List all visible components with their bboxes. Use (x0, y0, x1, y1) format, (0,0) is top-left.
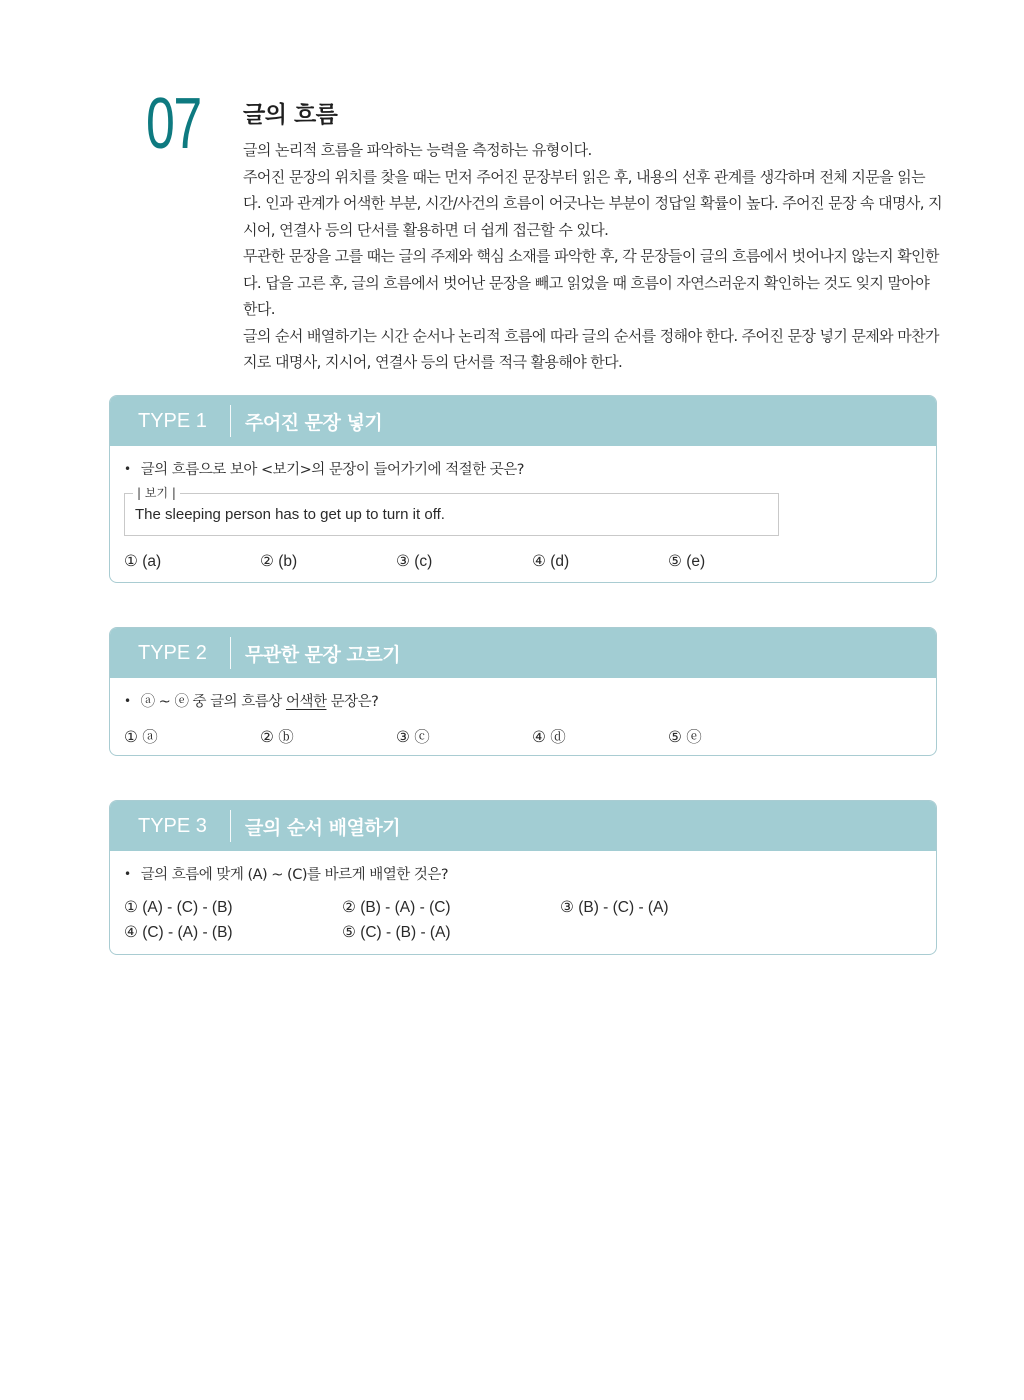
type1-question (124, 458, 922, 479)
type2-question-post: 문장은? (326, 694, 379, 710)
type3-choice-2[interactable]: ② (B) - (A) - (C) (342, 899, 451, 916)
type2-choice-2[interactable]: ② ⓑ (260, 729, 294, 746)
intro-block (243, 96, 943, 376)
bullet-icon: • (124, 461, 131, 476)
type2-choice-5[interactable]: ⑤ ⓔ (668, 729, 702, 746)
type3-header (110, 801, 936, 851)
type3-choice-5[interactable]: ⑤ (C) - (B) - (A) (342, 924, 451, 941)
intro-paragraph-2: 주어진 문장의 위치를 찾을 때는 먼저 주어진 문장부터 읽은 후, 내용의 선후 관계를 생각하며 전체 지문을 읽는다. 인과 관계가 어색한 부분, 시간/사건의 흐름이 어긋나는 부분이 정답일 확률이 높다. 주어진 문장 속 대명사, 지시어, 연결사 등의 단서를 활용하면 더 쉽게 접근할 수 있다. (243, 167, 942, 239)
type2-title: 무관한 문장 고르기 (245, 643, 401, 666)
type1-title: 주어진 문장 넣기 (245, 411, 383, 434)
type1-question-text: 글의 흐름으로 보아 <보기>의 문장이 들어가기에 적절한 곳은? (140, 462, 525, 478)
type1-divider (230, 405, 231, 437)
bogi-label: | 보기 | (133, 485, 180, 501)
type2-label: TYPE 2 (138, 641, 207, 664)
bogi-box (124, 486, 779, 536)
type1-choice-5[interactable]: ⑤ (e) (668, 553, 706, 570)
type3-label: TYPE 3 (138, 814, 207, 837)
intro-paragraph-1: 글의 논리적 흐름을 파악하는 능력을 측정하는 유형이다. (243, 141, 592, 159)
type1-body (110, 446, 936, 583)
type2-choices (124, 725, 922, 747)
type3-body (110, 851, 936, 954)
type2-body (110, 678, 936, 756)
type3-choice-3[interactable]: ③ (B) - (C) - (A) (560, 899, 669, 916)
type2-choice-3[interactable]: ③ ⓒ (396, 729, 430, 746)
type2-divider (230, 637, 231, 669)
bullet-icon: • (124, 693, 131, 708)
type2-choice-1[interactable]: ① ⓐ (124, 729, 158, 746)
type3-choice-4[interactable]: ④ (C) - (A) - (B) (124, 924, 233, 941)
type2-choice-4[interactable]: ④ ⓓ (532, 729, 566, 746)
type1-choice-1[interactable]: ① (a) (124, 553, 162, 570)
type3-title: 글의 순서 배열하기 (245, 816, 401, 839)
type2-question-text (141, 690, 379, 711)
type3-choices (124, 898, 922, 942)
type2-header (110, 628, 936, 678)
type1-box (109, 395, 937, 583)
intro-paragraph-3: 무관한 문장을 고를 때는 글의 주제와 핵심 소재를 파악한 후, 각 문장들이 글의 흐름에서 벗어나지 않는지 확인한다. 답을 고른 후, 글의 흐름에서 벗어난 문장을 빼고 읽었을 때 흐름이 자연스러운지 확인하는 것도 잊지 말아야 한다. (243, 247, 939, 318)
bogi-text: The sleeping person has to get up to turn it off. (135, 506, 445, 523)
type1-label: TYPE 1 (138, 409, 207, 432)
section-title: 글의 흐름 (243, 102, 338, 128)
type1-choice-4[interactable]: ④ (d) (532, 553, 570, 570)
section-number: 07 (146, 84, 201, 164)
type3-question-text: 글의 흐름에 맞게 (A) ~ (C)를 바르게 배열한 것은? (140, 867, 449, 883)
type3-question (124, 863, 922, 884)
bullet-icon: • (124, 866, 131, 881)
type1-choice-3[interactable]: ③ (c) (396, 553, 433, 570)
type2-question-underline: 어색한 (285, 694, 327, 710)
type1-choice-2[interactable]: ② (b) (260, 553, 298, 570)
type3-box (109, 800, 937, 955)
type3-divider (230, 810, 231, 842)
type1-choices (124, 552, 922, 571)
intro-paragraph-4: 글의 순서 배열하기는 시간 순서나 논리적 흐름에 따라 글의 순서를 정해야 한다. 주어진 문장 넣기 문제와 마찬가지로 대명사, 지시어, 연결사 등의 단서를 적극 활용해야 한다. (243, 326, 939, 371)
type2-question-pre: ⓐ ~ ⓔ 중 글의 흐름상 (140, 694, 286, 710)
type2-question (124, 690, 922, 711)
type1-header (110, 396, 936, 446)
type2-box (109, 627, 937, 756)
type3-choice-1[interactable]: ① (A) - (C) - (B) (124, 899, 233, 916)
